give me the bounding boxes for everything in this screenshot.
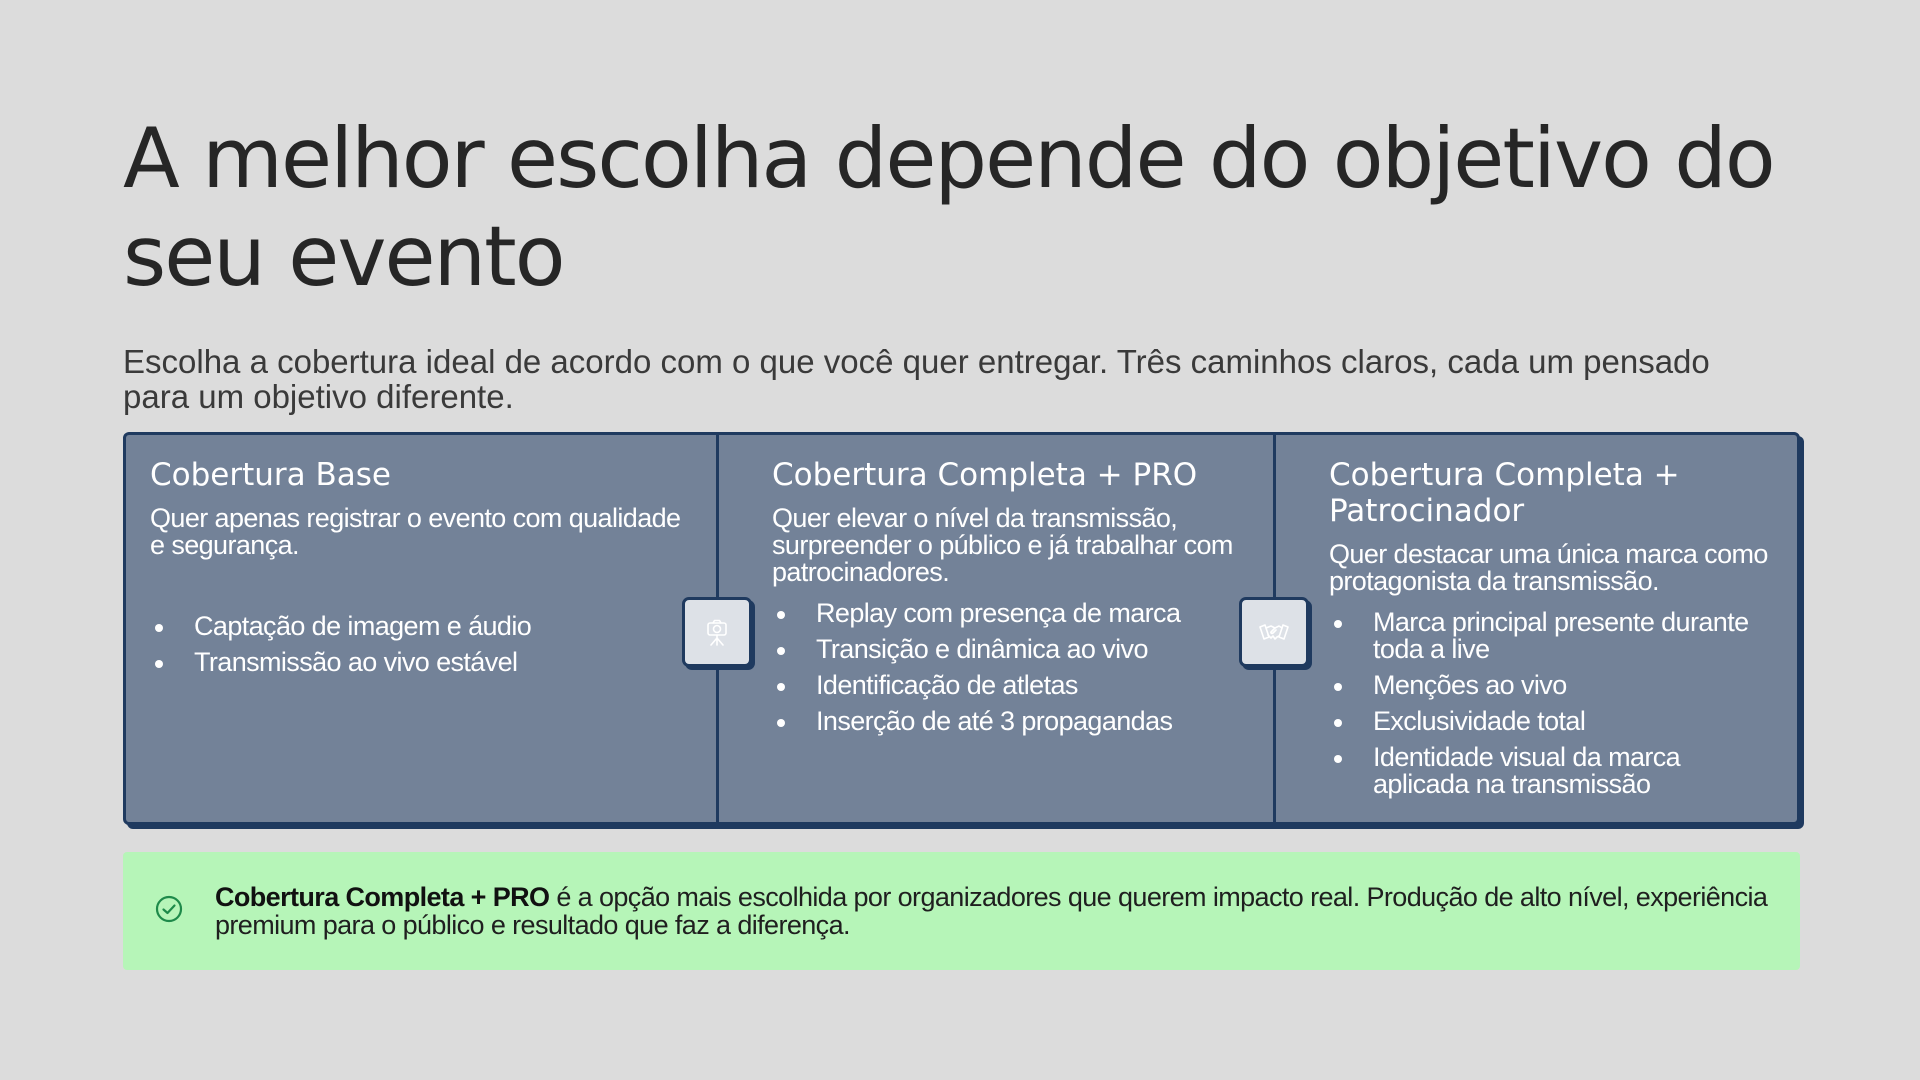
check-circle-icon [153, 893, 185, 925]
list-item: Menções ao vivo [1329, 672, 1773, 699]
list-item: Identificação de atletas [772, 672, 1249, 699]
card-feature-list [772, 600, 1249, 735]
list-item: Captação de imagem e áudio [150, 613, 692, 640]
list-item: Marca principal presente durante toda a live [1329, 609, 1773, 663]
card-cobertura-completa-pro [716, 435, 1273, 822]
card-title: Cobertura Completa + Patrocinador [1329, 457, 1680, 529]
callout-body: é a opção mais escolhida por organizadores que querem impacto real. Produção de alto nível, experiência premium para o público e resultado que faz a diferença. [215, 882, 1768, 940]
card-title: Cobertura Completa + PRO [772, 457, 1198, 493]
card-cobertura-completa-patrocinador [1273, 435, 1797, 822]
card-feature-list [150, 613, 692, 676]
card-feature-list [1329, 609, 1773, 798]
list-item: Exclusividade total [1329, 708, 1773, 735]
page-title: A melhor escolha depende do objetivo do seu evento [123, 110, 1774, 305]
page-subtitle: Escolha a cobertura ideal de acordo com o que você quer entregar. Três caminhos claros, cada um pensado para um objetivo diferente. [123, 343, 1710, 415]
card-description: Quer destacar uma única marca como protagonista da transmissão. [1329, 539, 1768, 596]
slide-header [123, 110, 1800, 414]
card-title: Cobertura Base [150, 457, 391, 493]
card-description: Quer apenas registrar o evento com qualidade e segurança. [150, 503, 681, 560]
list-item: Inserção de até 3 propagandas [772, 708, 1249, 735]
callout-text [215, 883, 1770, 939]
camera-tripod-icon [682, 597, 752, 667]
card-description: Quer elevar o nível da transmissão, surpreender o público e já trabalhar com patrocinadores. [772, 503, 1233, 587]
list-item: Identidade visual da marca aplicada na transmissão [1329, 744, 1773, 798]
handshake-icon [1239, 597, 1309, 667]
card-cobertura-base [126, 435, 716, 822]
list-item: Replay com presença de marca [772, 600, 1249, 627]
callout-highlight: Cobertura Completa + PRO [215, 882, 550, 912]
coverage-cards [123, 432, 1800, 825]
recommendation-callout [123, 852, 1800, 970]
list-item: Transmissão ao vivo estável [150, 649, 692, 676]
list-item: Transição e dinâmica ao vivo [772, 636, 1249, 663]
